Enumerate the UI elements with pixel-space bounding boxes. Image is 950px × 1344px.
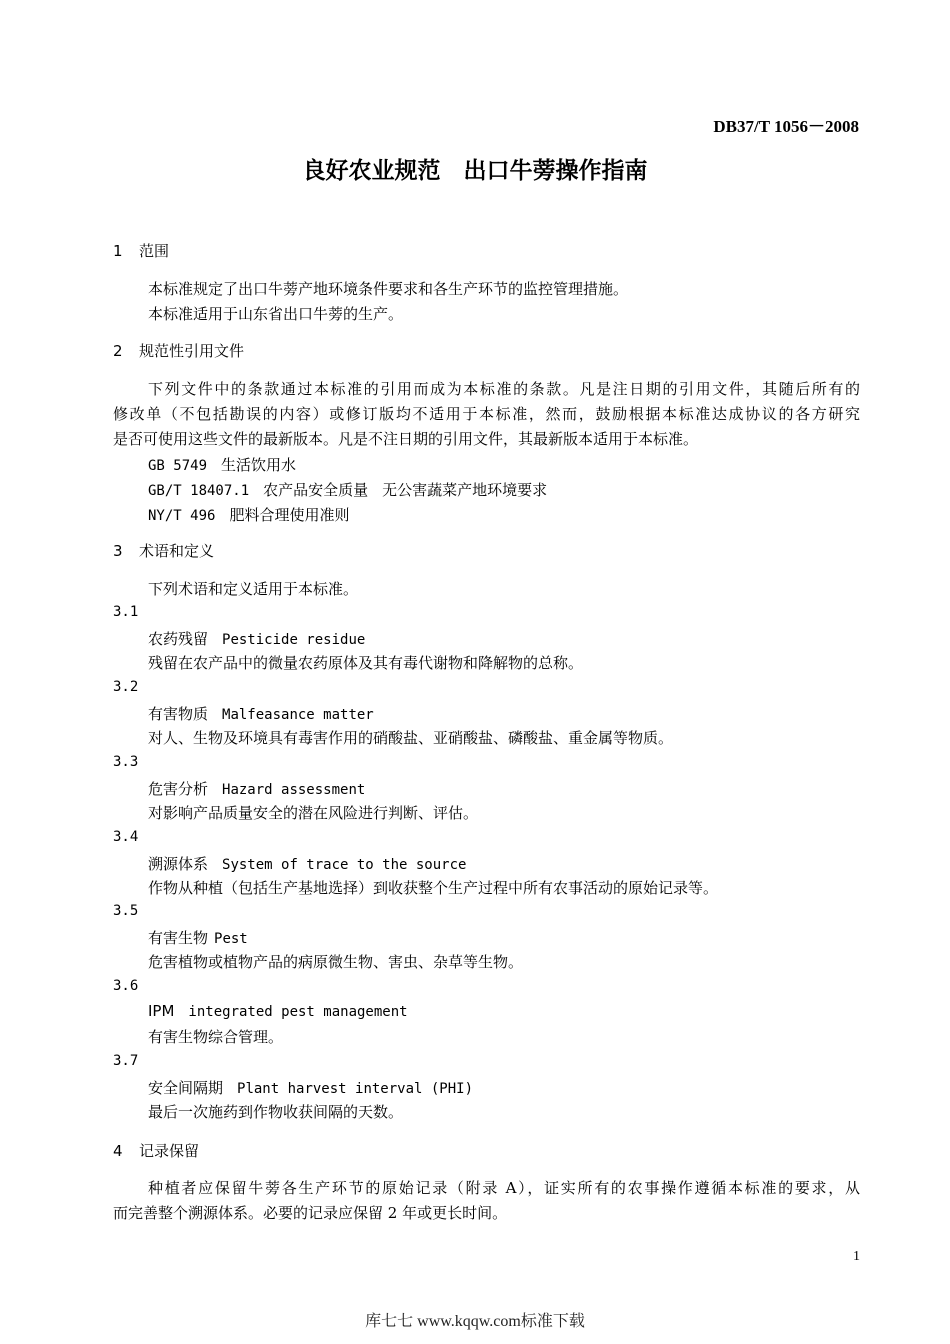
clause-number: 3.3 [113,754,139,770]
clause-number: 3.5 [113,903,139,919]
term-english: Malfeasance matter [222,707,374,723]
term-english: Plant harvest interval (PHI) [237,1081,474,1097]
clause-number: 3.6 [113,978,139,994]
footer-watermark: 库七七 www.kqqw.com标准下载 [365,1313,585,1330]
term-title [148,1002,408,1020]
section-title: 记录保留 [139,1142,200,1160]
section-title: 术语和定义 [139,542,215,560]
term-title [148,703,374,724]
term-chinese: IPM [148,1002,175,1020]
term-chinese: 农药残留 [148,630,209,648]
clause-number: 3.7 [113,1053,139,1069]
paragraph: 本标准规定了出口牛蒡产地环境条件要求和各生产环节的监控管理措施。 [148,280,629,298]
term-definition: 作物从种植（包括生产基地选择）到收获整个生产过程中所有农事活动的原始记录等。 [148,879,719,897]
paragraph-line: 种植者应保留牛蒡各生产环节的原始记录（附录 A），证实所有的农事操作遵循本标准的要求，从 [148,1179,860,1197]
term-title [148,853,466,874]
term-chinese: 有害生物 [148,929,209,947]
clause-number: 3.2 [113,679,139,695]
section-2-heading [113,340,244,361]
page-number: 1 [853,1249,860,1264]
term-chinese: 危害分析 [148,780,209,798]
term-definition: 有害生物综合管理。 [148,1028,284,1046]
section-number: 1 [113,242,123,260]
clause-number: 3.1 [113,604,139,620]
term-english: Pesticide residue [222,632,366,648]
paragraph: 下列术语和定义适用于本标准。 [148,580,359,598]
section-3-heading [113,540,214,561]
reference-code: NY/T 496 [148,508,216,524]
section-1-heading [113,240,169,261]
normative-reference [148,504,349,525]
term-title [148,628,365,649]
term-chinese: 溯源体系 [148,855,209,873]
term-title [148,1077,473,1098]
paragraph-line: 下列文件中的条款通过本标准的引用而成为本标准的条款。凡是注日期的引用文件，其随后所有的 [148,380,860,398]
term-definition: 残留在农产品中的微量农药原体及其有毒代谢物和降解物的总称。 [148,654,584,672]
term-title [148,778,365,799]
term-english: Pest [214,931,248,947]
section-title: 范围 [139,242,170,260]
section-number: 4 [113,1142,123,1160]
term-english: integrated pest management [188,1004,408,1020]
term-english: Hazard assessment [222,782,366,798]
reference-code: GB 5749 [148,458,208,474]
paragraph: 本标准适用于山东省出口牛蒡的生产。 [148,305,404,323]
term-english: System of trace to the source [222,857,467,873]
reference-title: 肥料合理使用准则 [229,506,350,524]
reference-title: 农产品安全质量 [263,481,369,499]
section-number: 2 [113,342,123,360]
document-title: 良好农业规范 出口牛蒡操作指南 [302,158,648,184]
term-title [148,927,248,948]
paragraph-line: 而完善整个溯源体系。必要的记录应保留 2 年或更长时间。 [113,1204,508,1222]
normative-reference [148,479,547,500]
reference-subtitle: 无公害蔬菜产地环境要求 [382,481,548,499]
clause-number: 3.4 [113,829,139,845]
term-chinese: 安全间隔期 [148,1079,224,1097]
term-definition: 危害植物或植物产品的病原微生物、害虫、杂草等生物。 [148,953,524,971]
reference-code: GB/T 18407.1 [148,483,250,499]
term-definition: 对人、生物及环境具有毒害作用的硝酸盐、亚硝酸盐、磷酸盐、重金属等物质。 [148,729,674,747]
section-title: 规范性引用文件 [139,342,245,360]
paragraph-line: 是否可使用这些文件的最新版本。凡是不注日期的引用文件，其最新版本适用于本标准。 [113,430,699,448]
term-definition: 最后一次施药到作物收获间隔的天数。 [148,1103,404,1121]
paragraph-line: 修改单（不包括勘误的内容）或修订版均不适用于本标准，然而，鼓励根据本标准达成协议的各方研究 [113,405,860,423]
normative-reference [148,454,296,475]
section-4-heading [113,1140,199,1161]
term-definition: 对影响产品质量安全的潜在风险进行判断、评估。 [148,804,479,822]
section-number: 3 [113,542,123,560]
term-chinese: 有害物质 [148,705,209,723]
reference-title: 生活饮用水 [221,456,297,474]
standard-code: DB37/T 1056－2008 [713,117,859,136]
